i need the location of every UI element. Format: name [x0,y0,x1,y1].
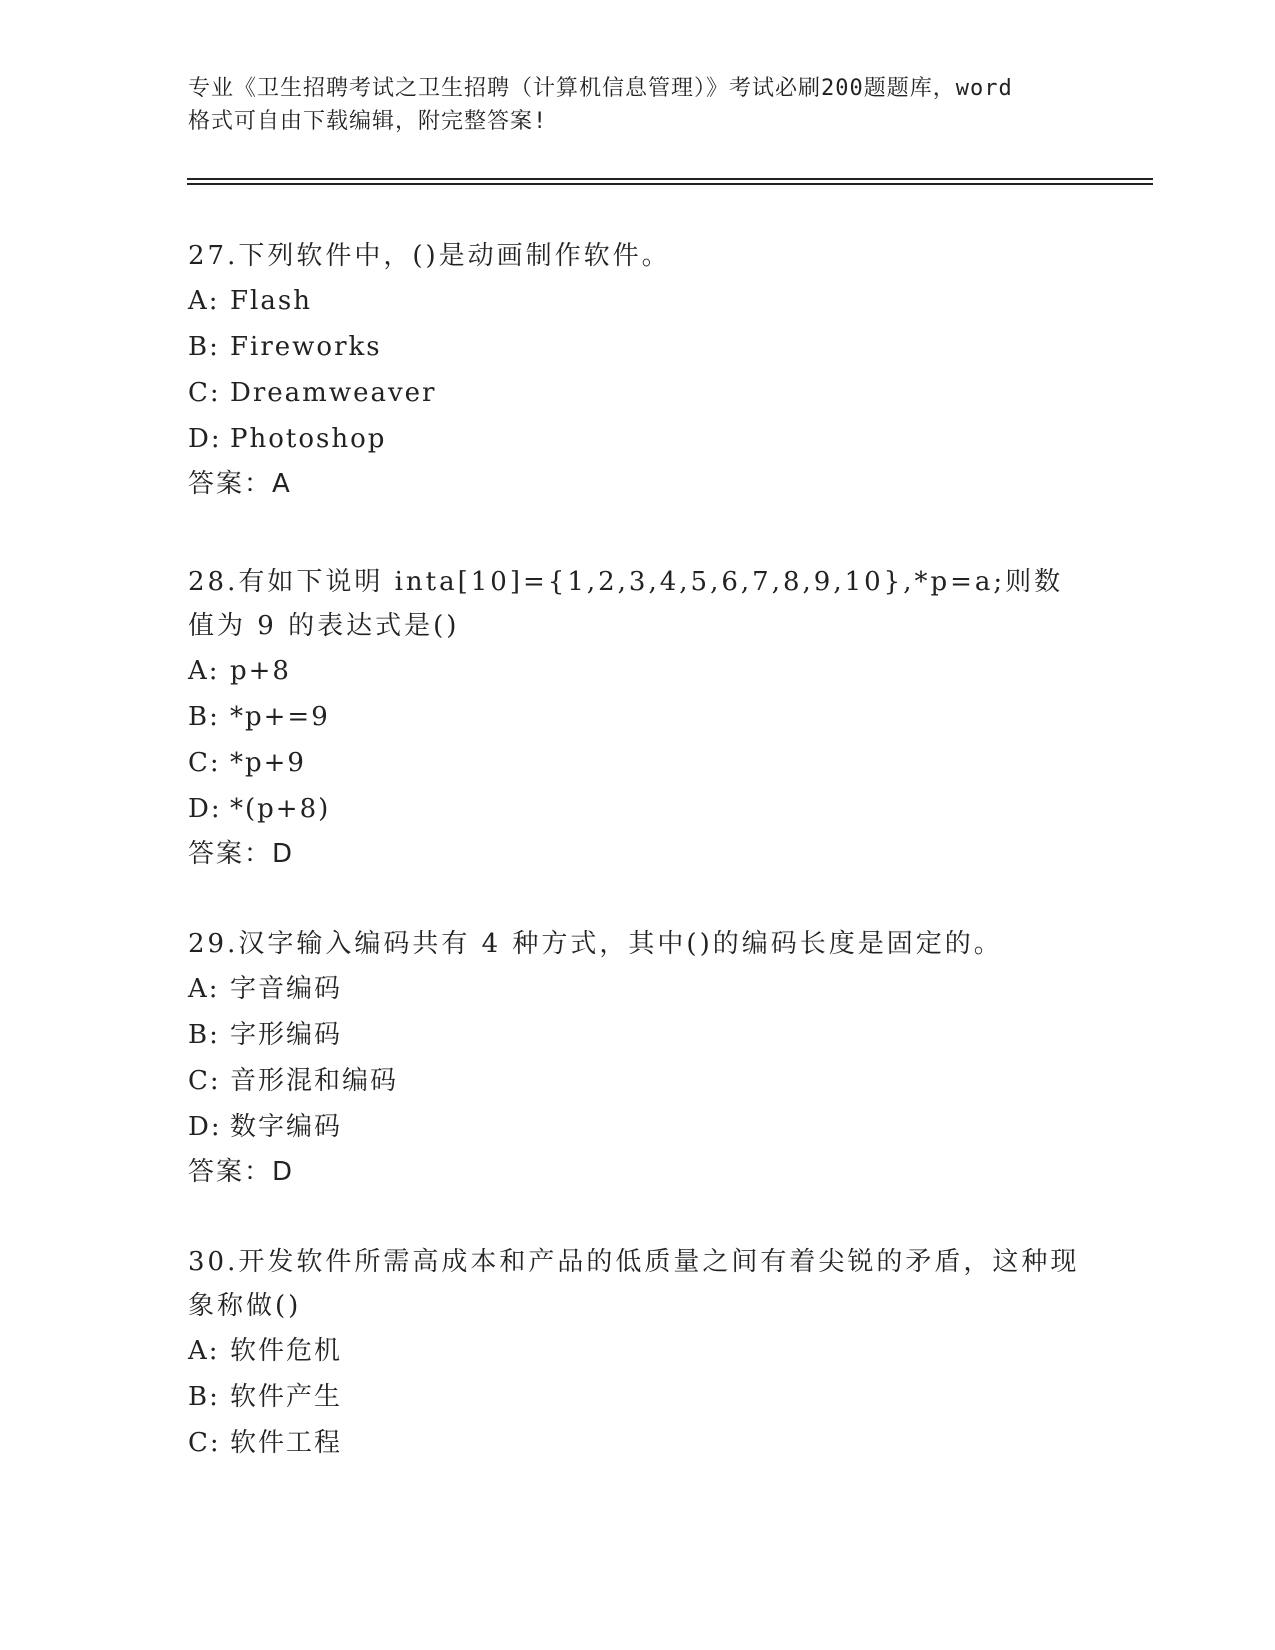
answer-line: 答案：D [188,839,295,869]
option-text: p+8 [230,656,291,686]
header-divider-top [187,178,1153,180]
header-divider-bottom [187,183,1153,185]
question-28 [188,560,1088,876]
option-letter: B: [188,702,220,732]
option-a [188,1328,1088,1374]
option-a [188,966,1088,1012]
question-text: 30.开发软件所需高成本和产品的低质量之间有着尖锐的矛盾，这种现象称做() [188,1247,1080,1321]
option-a [188,648,1088,694]
option-text: *p+=9 [230,702,330,732]
option-letter: A: [188,286,220,316]
header-title-line-2: 格式可自由下载编辑，附完整答案! [188,109,548,134]
option-text: *p+9 [230,748,306,778]
option-d [188,786,1088,832]
option-letter: D: [188,1112,222,1142]
option-text: Photoshop [230,424,387,454]
option-a [188,278,1088,324]
option-text: 软件工程 [230,1428,343,1458]
option-letter: C: [188,378,221,408]
option-text: Fireworks [230,332,382,362]
option-letter: B: [188,1382,220,1412]
option-c [188,1058,1088,1104]
option-text: Flash [230,286,312,316]
option-letter: C: [188,1066,221,1096]
option-letter: D: [188,424,222,454]
option-letter: C: [188,1428,221,1458]
option-d [188,1104,1088,1150]
option-b [188,324,1088,370]
option-text: 字形编码 [230,1020,343,1050]
option-text: 数字编码 [230,1112,343,1142]
option-text: 软件产生 [230,1382,343,1412]
option-b [188,1012,1088,1058]
question-27 [188,234,1088,506]
answer-line: 答案：D [188,1157,295,1187]
option-letter: B: [188,332,220,362]
option-b [188,694,1088,740]
option-letter: D: [188,794,222,824]
question-29 [188,922,1088,1194]
option-b [188,1374,1088,1420]
option-c [188,1420,1088,1466]
option-text: 音形混和编码 [230,1066,399,1096]
option-c [188,740,1088,786]
option-text: *(p+8) [230,794,331,824]
option-d [188,416,1088,462]
question-text: 28.有如下说明 inta[10]={1,2,3,4,5,6,7,8,9,10},*p=a;则数值为 9 的表达式是() [188,567,1064,641]
answer-line: 答案：A [188,469,292,499]
option-text: 软件危机 [230,1336,343,1366]
option-c [188,370,1088,416]
option-letter: A: [188,974,220,1004]
header-title-line-1: 专业《卫生招聘考试之卫生招聘（计算机信息管理）》考试必刷200题题库，word [188,76,1013,101]
question-text: 29.汉字输入编码共有 4 种方式，其中()的编码长度是固定的。 [188,929,1003,959]
option-letter: A: [188,1336,220,1366]
question-text: 27.下列软件中，()是动画制作软件。 [188,241,671,271]
option-text: Dreamweaver [230,378,437,408]
document-header [188,72,1088,138]
question-30 [188,1240,1088,1466]
option-letter: B: [188,1020,220,1050]
option-text: 字音编码 [230,974,343,1004]
option-letter: C: [188,748,221,778]
option-letter: A: [188,656,220,686]
